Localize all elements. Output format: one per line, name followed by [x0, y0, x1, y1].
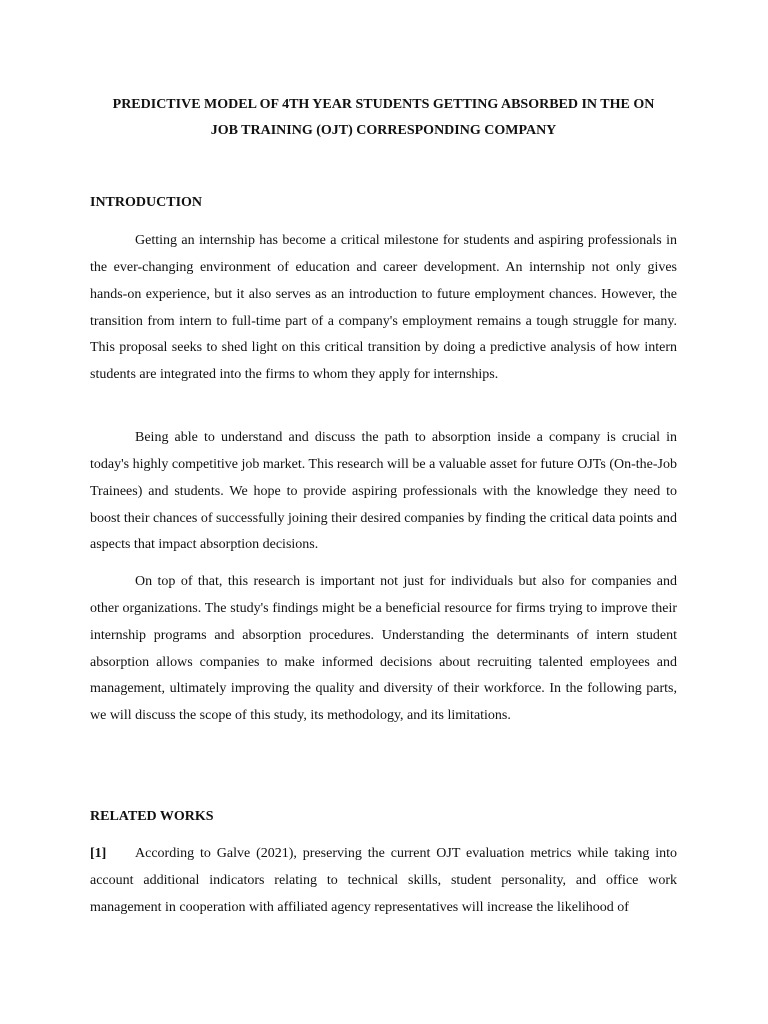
introduction-paragraph-2: Being able to understand and discuss the path to absorption inside a company is crucial in today's highly competitive job market. This research will be a valuable asset for future OJTs (On-the-Job Trainees) and students. We hope to provide aspiring professionals with the knowledge they need to boost their chances of successfully joining their desired companies by finding the critical data points and aspects that impact absorption decisions.	[90, 430, 677, 553]
paper-title	[90, 92, 677, 144]
reference-text: According to Galve (2021), preserving the current OJT evaluation metrics while taking into account additional indicators relating to technical skills, student personality, and office work management in cooperation with affiliated agency representatives will increase the likelihood of	[90, 846, 677, 915]
related-work-item	[90, 841, 677, 922]
introduction-heading: INTRODUCTION	[90, 195, 203, 210]
paper-title-line-2: JOB TRAINING (OJT) CORRESPONDING COMPANY	[210, 123, 557, 138]
related-works-heading: RELATED WORKS	[90, 809, 214, 824]
introduction-paragraph-3: On top of that, this research is important not just for individuals but also for companies and other organizations. The study's findings might be a beneficial resource for firms trying to improve their internship programs and absorption procedures. Understanding the determinants of intern student absorption allows companies to make informed decisions about recruiting talented employees and management, ultimately improving the quality and diversity of their workforce. In the following parts, we will discuss the scope of this study, its methodology, and its limitations.	[90, 574, 677, 724]
introduction-paragraph-1: Getting an internship has become a critical milestone for students and aspiring professionals in the ever-changing environment of education and career development. An internship not only gives hands-on experience, but it also serves as an introduction to future employment chances. However, the transition from intern to full-time part of a company's employment remains a tough struggle for many. This proposal seeks to shed light on this critical transition by doing a predictive analysis of how intern students are integrated into the firms to whom they apply for internships.	[90, 233, 677, 383]
paper-title-line-1: PREDICTIVE MODEL OF 4TH YEAR STUDENTS GETTING ABSORBED IN THE ON	[112, 97, 655, 112]
reference-number: [1]	[90, 846, 107, 861]
